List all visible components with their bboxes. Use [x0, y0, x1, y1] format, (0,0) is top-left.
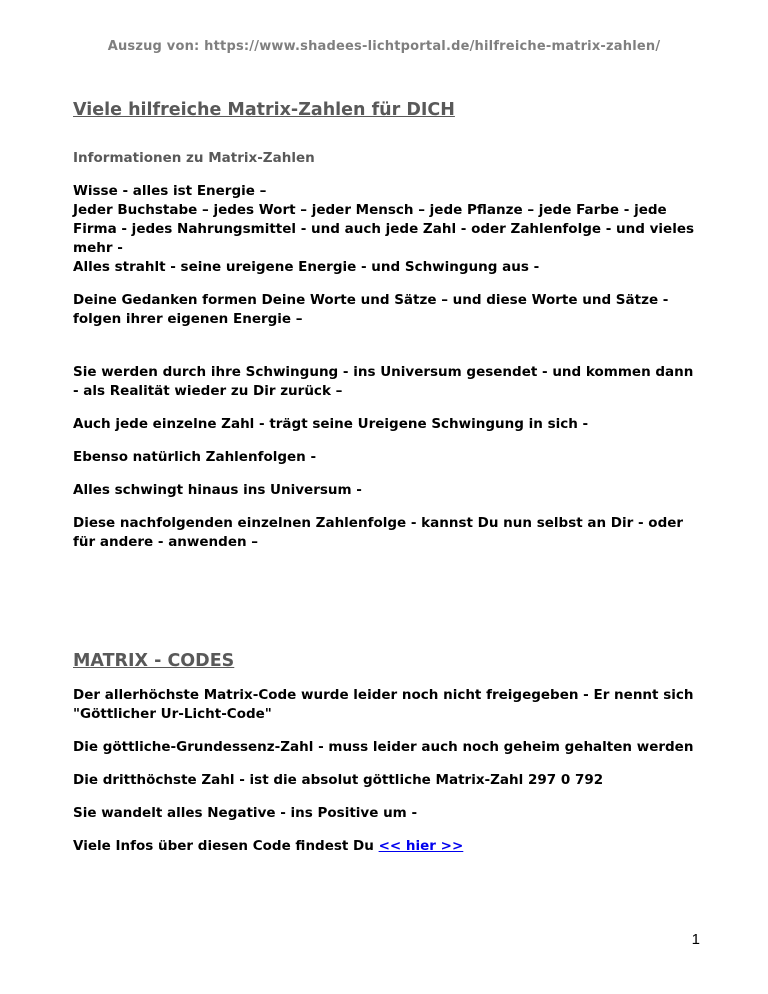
- page-number: 1: [691, 931, 700, 948]
- link-prefix: Viele Infos über diesen Code findest Du: [73, 838, 374, 854]
- intro-line-2: Jeder Buchstabe – jedes Wort – jeder Mensch – jede Pflanze – jede Farbe - jede Firma - jedes Nahrungsmittel - und auch jede Zahl - oder Zahlenfolge - und vieles mehr -: [73, 202, 695, 256]
- intro-line-3: Alles strahlt - seine ureigene Energie - und Schwingung aus -: [73, 259, 540, 275]
- section-title-matrix-codes: MATRIX - CODES: [73, 651, 235, 671]
- paragraph-thoughts: Deine Gedanken formen Deine Worte und Sätze – und diese Worte und Sätze - folgen ihrer eigenen Energie –: [73, 292, 669, 327]
- here-link[interactable]: << hier >>: [378, 838, 464, 854]
- document-content: [73, 98, 703, 856]
- intro-paragraph: [73, 182, 703, 277]
- paragraph-transform: Sie wandelt alles Negative - ins Positive um -: [73, 805, 418, 821]
- page-title: Viele hilfreiche Matrix-Zahlen für DICH: [73, 100, 455, 120]
- intro-line-1: Wisse - alles ist Energie –: [73, 183, 267, 199]
- paragraph-third-highest: Die dritthöchste Zahl - ist die absolut göttliche Matrix-Zahl 297 0 792: [73, 772, 604, 788]
- info-heading: Informationen zu Matrix-Zahlen: [73, 150, 315, 166]
- paragraph-essence-number: Die göttliche-Grundessenz-Zahl - muss leider auch noch geheim gehalten werden: [73, 739, 694, 755]
- paragraph-apply: Diese nachfolgenden einzelnen Zahlenfolge - kannst Du nun selbst an Dir - oder für andere - anwenden –: [73, 515, 684, 550]
- paragraph-sequences: Ebenso natürlich Zahlenfolgen -: [73, 449, 317, 465]
- paragraph-swinging: Alles schwingt hinaus ins Universum -: [73, 482, 362, 498]
- source-url-header: Auszug von: https://www.shadees-lichtportal.de/hilfreiche-matrix-zahlen/: [107, 39, 661, 54]
- paragraph-info-link: [73, 837, 703, 856]
- paragraph-highest-code: Der allerhöchste Matrix-Code wurde leider noch nicht freigegeben - Er nennt sich "Göttlicher Ur-Licht-Code": [73, 687, 694, 722]
- paragraph-universe: Sie werden durch ihre Schwingung - ins Universum gesendet - und kommen dann - als Realität wieder zu Dir zurück –: [73, 364, 694, 399]
- paragraph-number-vibration: Auch jede einzelne Zahl - trägt seine Ureigene Schwingung in sich -: [73, 416, 589, 432]
